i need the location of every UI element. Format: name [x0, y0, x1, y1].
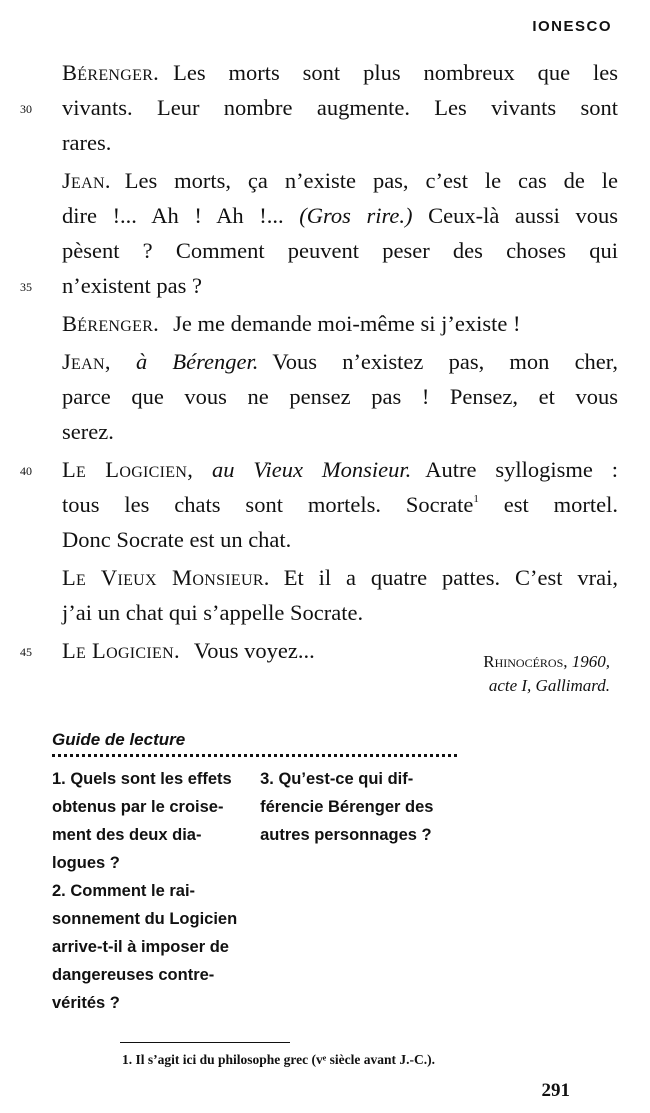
footnote-marker: 1: [473, 493, 479, 505]
line-text: pèsent ? Comment peuvent peser des choses qui: [62, 238, 618, 263]
line-text: Et il a quatre pattes. C’est vrai,: [283, 565, 618, 590]
dialogue-paragraph: [20, 55, 618, 160]
line-text: Vous n’existez pas, mon cher,: [272, 349, 619, 374]
play-excerpt: [20, 55, 619, 671]
question-line: dangereuses contre-: [52, 966, 215, 984]
text-line: [62, 233, 618, 268]
line-text: Je me demande moi-même si j’existe !: [173, 311, 521, 336]
work-title: Rhinocéros,: [483, 652, 568, 671]
text-line: [62, 306, 618, 341]
text-line: [20, 452, 618, 487]
dialogue-paragraph: [20, 452, 618, 557]
line-text: serez.: [62, 419, 114, 444]
line-number: 40: [20, 464, 32, 478]
speaker-name: Jean,: [62, 349, 111, 374]
text-line: [62, 55, 618, 90]
text-line: [20, 90, 618, 125]
footnote: 1. Il s’agit ici du philosophe grec (vᵉ siècle avant J.-C.).: [122, 1052, 435, 1067]
line-text: Les morts sont plus nombreux que les: [173, 60, 618, 85]
question-line: 3. Qu’est-ce qui dif-: [260, 770, 414, 788]
speaker-name: Jean.: [62, 168, 111, 193]
line-text: Vous voyez...: [193, 638, 315, 663]
line-text: est mortel.: [478, 492, 618, 517]
question-line: obtenus par le croise-: [52, 798, 224, 816]
question-line: autres personnages ?: [260, 826, 432, 844]
line-text: Ceux-là aussi vous: [428, 203, 619, 228]
dialogue-paragraph: [62, 560, 618, 630]
question-line: arrive-t-il à imposer de: [52, 938, 229, 956]
question-line: 2. Comment le rai-: [52, 882, 196, 900]
text-line: [62, 595, 618, 630]
work-publisher: acte I, Gallimard.: [488, 676, 610, 695]
line-text: dire !... Ah ! Ah !...: [62, 203, 284, 228]
stage-direction: au Vieux Monsieur.: [212, 457, 412, 482]
question-line: férencie Bérenger des: [260, 798, 434, 816]
text-line: [62, 198, 618, 233]
reading-guide: [52, 730, 462, 1017]
speaker-name: Le Vieux Monsieur.: [62, 565, 270, 590]
question-1: [52, 765, 252, 877]
text-line: [62, 522, 618, 557]
dialogue-paragraph: [20, 163, 619, 303]
work-year: 1960,: [571, 652, 610, 671]
question-line: 1. Quels sont les effets: [52, 770, 232, 788]
question-line: vérités ?: [52, 994, 120, 1012]
speaker-name: Bérenger.: [62, 311, 160, 336]
speaker-name: Le Logicien,: [62, 457, 194, 482]
stage-direction: à Bérenger.: [135, 349, 259, 374]
dialogue-paragraph: [62, 306, 618, 341]
line-number: 30: [20, 102, 32, 116]
stage-direction: (Gros rire.): [299, 203, 413, 228]
dialogue-paragraph: [62, 344, 618, 449]
text-line: [62, 414, 618, 449]
text-line: [20, 268, 618, 303]
line-text: Les morts, ça n’existe pas, c’est le cas de le: [124, 168, 618, 193]
line-text: rares.: [62, 130, 112, 155]
page-number: 291: [541, 1080, 570, 1101]
guide-title: Guide de lecture: [52, 730, 457, 757]
question-2: [52, 877, 252, 1017]
source-citation: [483, 650, 610, 698]
footnote-divider: [120, 1042, 290, 1043]
line-text: tous les chats sont mortels. Socrate: [62, 492, 474, 517]
question-3: [260, 765, 462, 849]
text-line: [62, 163, 618, 198]
question-line: logues ?: [52, 854, 120, 872]
line-number: 35: [20, 280, 32, 294]
line-text: j’ai un chat qui s’appelle Socrate.: [62, 600, 364, 625]
text-line: [62, 344, 618, 379]
line-text: Autre syllogisme :: [425, 457, 618, 482]
question-line: sonnement du Logicien: [52, 910, 238, 928]
line-text: Donc Socrate est un chat.: [62, 527, 292, 552]
line-text: n’existent pas ?: [62, 273, 202, 298]
line-number: 45: [20, 645, 32, 659]
line-text: vivants. Leur nombre augmente. Les vivants sont: [62, 95, 618, 120]
running-header: IONESCO: [532, 18, 612, 35]
text-line: [62, 125, 618, 160]
line-text: parce que vous ne pensez pas ! Pensez, et vous: [62, 384, 618, 409]
text-line: [62, 379, 618, 414]
speaker-name: Bérenger.: [62, 60, 160, 85]
question-line: ment des deux dia-: [52, 826, 202, 844]
text-line: [62, 487, 618, 522]
speaker-name: Le Logicien.: [62, 638, 180, 663]
text-line: [62, 560, 618, 595]
